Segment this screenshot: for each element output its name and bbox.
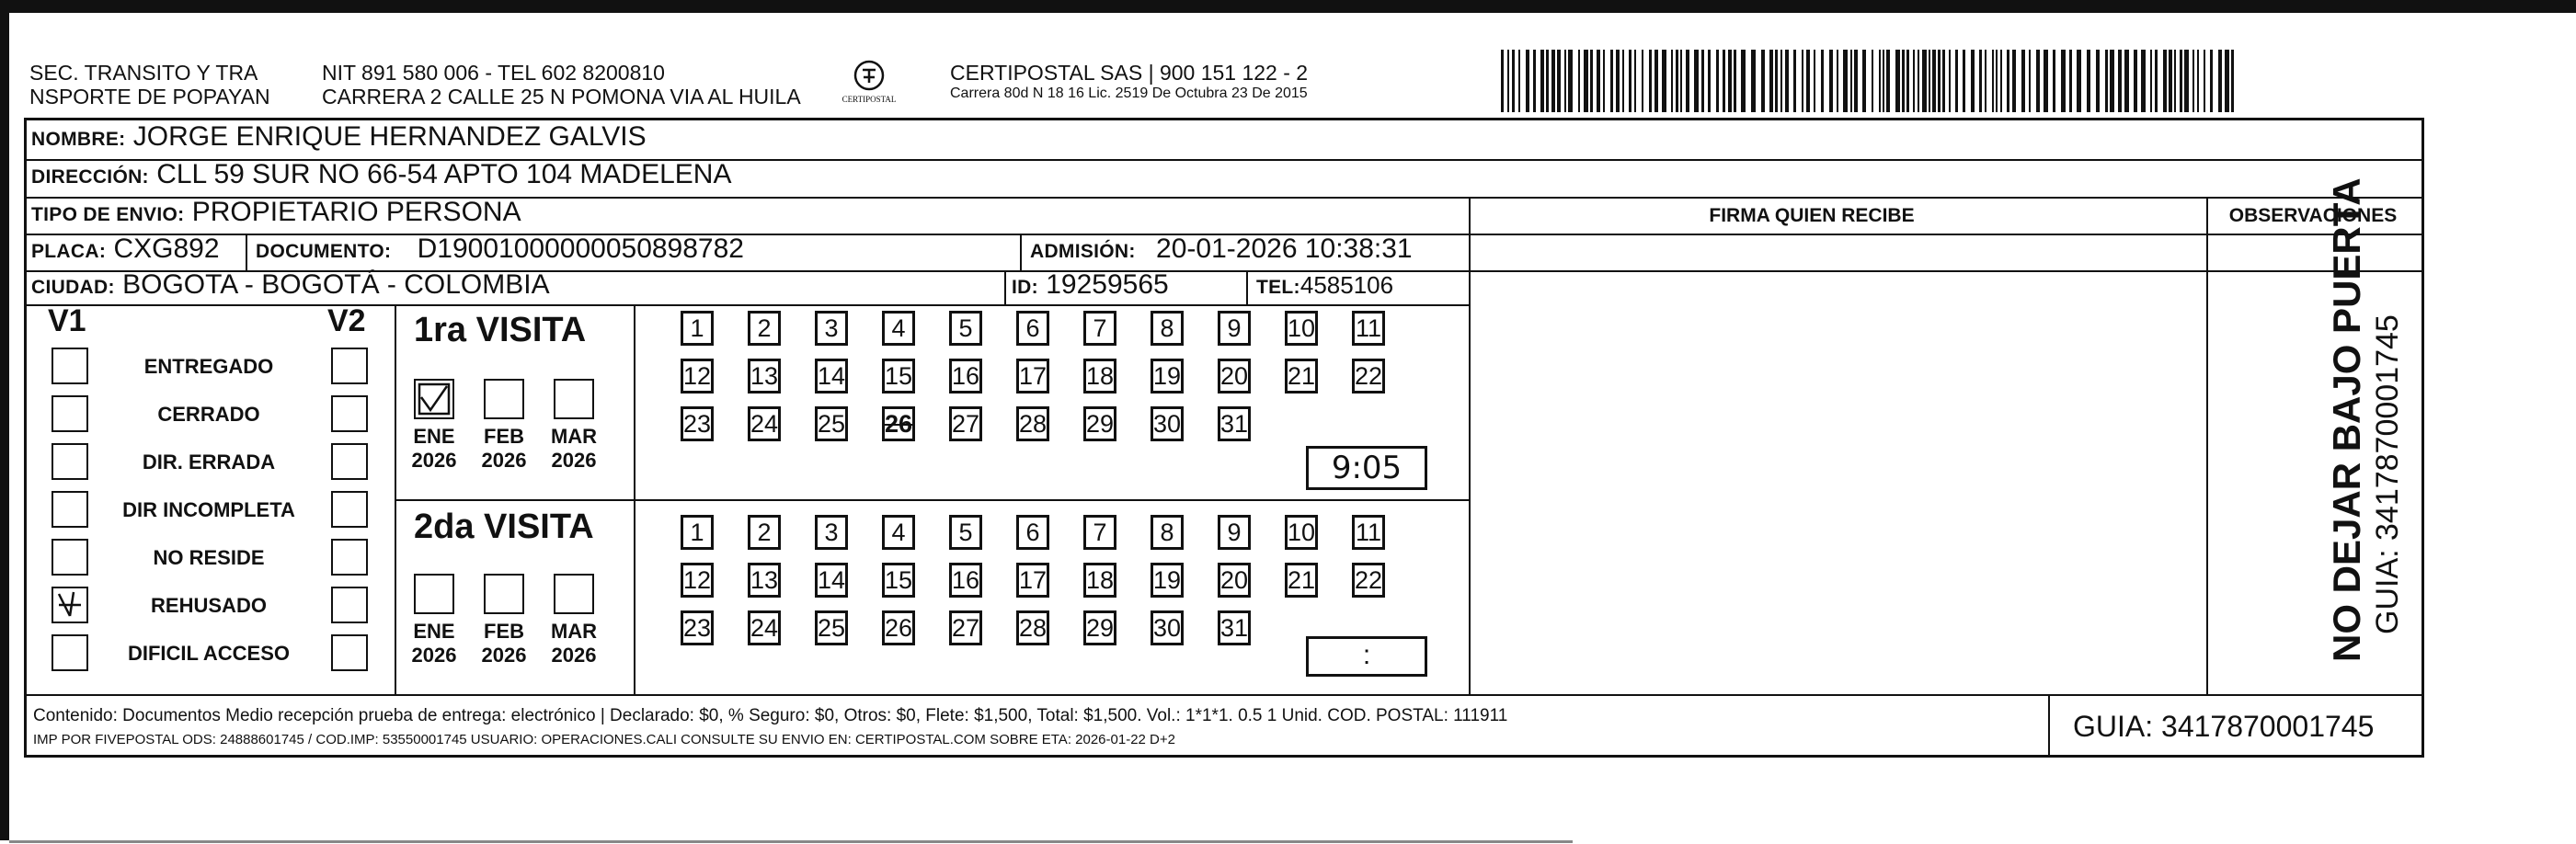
nombre-row	[31, 121, 647, 155]
v1-checkbox[interactable]	[52, 634, 88, 671]
status-label: DIR. ERRADA	[142, 451, 276, 473]
day-box[interactable]: 13	[748, 359, 781, 393]
v2-checkbox[interactable]	[331, 443, 368, 480]
day-box[interactable]: 15	[882, 563, 915, 598]
v1-checkbox[interactable]	[52, 587, 88, 623]
sender-block	[29, 61, 270, 108]
check-mark-icon	[416, 381, 452, 417]
month-label	[475, 620, 533, 667]
second-visit-title: 2da VISITA	[414, 508, 594, 546]
month-label	[405, 425, 464, 473]
day-box[interactable]: 17	[1016, 359, 1049, 393]
month-checkbox[interactable]	[414, 379, 454, 419]
v2-checkbox[interactable]	[331, 348, 368, 384]
v1-checkbox[interactable]	[52, 395, 88, 432]
documento-row	[256, 234, 744, 268]
day-box[interactable]: 1	[681, 311, 714, 346]
day-box[interactable]: 9	[1218, 515, 1251, 550]
month-year: 2026	[411, 449, 457, 472]
month-year: 2026	[551, 644, 597, 667]
day-box[interactable]: 11	[1352, 515, 1385, 550]
day-box[interactable]: 22	[1352, 359, 1385, 393]
status-label: DIFICIL ACCESO	[127, 642, 290, 665]
day-box[interactable]: 6	[1016, 311, 1049, 346]
documento-label: DOCUMENTO:	[256, 241, 392, 262]
id-label: ID:	[1012, 277, 1038, 298]
admision-value: 20-01-2026 10:38:31	[1156, 234, 1413, 264]
day-box[interactable]: 22	[1352, 563, 1385, 598]
placa-row	[31, 234, 220, 268]
v1-checkbox[interactable]	[52, 348, 88, 384]
tel-value: 4585106	[1299, 271, 1394, 299]
tipo-value: PROPIETARIO PERSONA	[191, 197, 521, 227]
nombre-value: JORGE ENRIQUE HERNANDEZ GALVIS	[132, 121, 647, 152]
day-box[interactable]: 23	[681, 610, 714, 645]
day-box[interactable]: 20	[1218, 359, 1251, 393]
v2-checkbox[interactable]	[331, 587, 368, 623]
day-box[interactable]: 10	[1285, 515, 1318, 550]
direccion-row	[31, 159, 731, 193]
v1-checkbox[interactable]	[52, 539, 88, 576]
month-name: ENE	[413, 425, 455, 448]
day-box[interactable]: 18	[1083, 563, 1116, 598]
status-label: ENTREGADO	[143, 355, 274, 378]
day-box[interactable]: 12	[681, 563, 714, 598]
day-box[interactable]: 12	[681, 359, 714, 393]
day-box[interactable]: 7	[1083, 311, 1116, 346]
day-box[interactable]: 10	[1285, 311, 1318, 346]
ciudad-label: CIUDAD:	[31, 277, 115, 298]
v2-checkbox[interactable]	[331, 539, 368, 576]
carrier-line2: Carrera 80d N 18 16 Lic. 2519 De Octubra 23 De 2015	[950, 86, 1308, 101]
check-mark-icon	[53, 588, 86, 622]
footer-content-line: Contenido: Documentos Medio recepción prueba de entrega: electrónico | Declarado: $0, % Seguro: $0, Otros: $0, Flete: $1,500, Total: $1,500. Vol.: 1*1*1. 0.5 1 Unid. COD. POSTAL: 111911	[33, 706, 1508, 725]
day-box[interactable]: 7	[1083, 515, 1116, 550]
status-label: DIR INCOMPLETA	[122, 498, 295, 521]
day-box[interactable]: 4	[882, 515, 915, 550]
day-box[interactable]: 8	[1151, 311, 1184, 346]
day-box[interactable]: 26	[882, 610, 915, 645]
guia-box: GUIA: 3417870001745	[2073, 710, 2375, 743]
day-box[interactable]: 15	[882, 359, 915, 393]
day-box[interactable]: 23	[681, 406, 714, 441]
month-name: FEB	[484, 620, 524, 643]
status-label: NO RESIDE	[153, 546, 265, 569]
day-box[interactable]: 14	[815, 563, 848, 598]
day-box[interactable]: 5	[949, 515, 982, 550]
day-box[interactable]: 29	[1083, 406, 1116, 441]
month-year: 2026	[481, 644, 527, 667]
sender-contact	[322, 61, 801, 108]
first-visit-time[interactable]: 9:05	[1306, 446, 1427, 490]
day-box[interactable]: 24	[748, 406, 781, 441]
bottom-cut-line	[9, 840, 1573, 843]
sender-line2: NSPORTE DE POPAYAN	[29, 85, 270, 108]
day-box[interactable]: 1	[681, 515, 714, 550]
month-checkbox[interactable]	[554, 574, 594, 614]
barcode	[1501, 50, 2237, 112]
day-box[interactable]: 27	[949, 610, 982, 645]
day-box[interactable]: 24	[748, 610, 781, 645]
id-row	[1012, 269, 1169, 303]
day-box[interactable]: 9	[1218, 311, 1251, 346]
v1-checkbox[interactable]	[52, 491, 88, 528]
day-box[interactable]: 25	[815, 406, 848, 441]
scan-top-edge	[0, 0, 2576, 13]
sender-line1: SEC. TRANSITO Y TRA	[29, 61, 258, 85]
day-box[interactable]: 29	[1083, 610, 1116, 645]
day-box[interactable]: 30	[1151, 610, 1184, 645]
side-guia-text: GUIA: 3417870001745	[2370, 314, 2405, 634]
day-box[interactable]: 2	[748, 515, 781, 550]
no-dejar-text: NO DEJAR BAJO PUERTA	[2325, 177, 2368, 662]
tel-row	[1256, 269, 1393, 303]
certipostal-logo	[835, 57, 903, 108]
day-box[interactable]: 26	[882, 406, 915, 441]
status-label: REHUSADO	[151, 594, 267, 617]
day-box[interactable]: 16	[949, 563, 982, 598]
ciudad-row	[31, 269, 550, 303]
day-box[interactable]: 8	[1151, 515, 1184, 550]
v2-header: V2	[327, 303, 366, 338]
day-box[interactable]: 21	[1285, 563, 1318, 598]
tipo-row	[31, 197, 521, 231]
placa-label: PLACA:	[31, 241, 107, 262]
month-checkbox[interactable]	[554, 379, 594, 419]
status-label: CERRADO	[157, 403, 260, 426]
nit-line: NIT 891 580 006 - TEL 602 8200810	[322, 61, 665, 85]
direccion-label: DIRECCIÓN:	[31, 166, 149, 188]
v2-checkbox[interactable]	[331, 395, 368, 432]
day-box[interactable]: 21	[1285, 359, 1318, 393]
day-box[interactable]: 6	[1016, 515, 1049, 550]
day-box[interactable]: 5	[949, 311, 982, 346]
address-line: CARRERA 2 CALLE 25 N POMONA VIA AL HUILA	[322, 85, 801, 108]
month-name: MAR	[550, 425, 598, 448]
day-box[interactable]: 2	[748, 311, 781, 346]
day-box[interactable]: 3	[815, 515, 848, 550]
side-notice	[2325, 147, 2406, 662]
day-box[interactable]: 31	[1218, 406, 1251, 441]
observaciones-label: OBSERVACIONES	[2228, 205, 2398, 226]
month-name: MAR	[550, 620, 598, 643]
day-box[interactable]: 30	[1151, 406, 1184, 441]
day-box[interactable]: 25	[815, 610, 848, 645]
carrier-block	[950, 61, 1308, 103]
day-box[interactable]: 19	[1151, 359, 1184, 393]
day-box[interactable]: 27	[949, 406, 982, 441]
nombre-label: NOMBRE:	[31, 129, 126, 150]
day-box[interactable]: 18	[1083, 359, 1116, 393]
day-box[interactable]: 20	[1218, 563, 1251, 598]
ciudad-value: BOGOTA - BOGOTÁ - COLOMBIA	[122, 269, 550, 300]
day-box[interactable]: 13	[748, 563, 781, 598]
month-checkbox[interactable]	[414, 574, 454, 614]
carrier-line1: CERTIPOSTAL SAS | 900 151 122 - 2	[950, 61, 1309, 85]
day-box[interactable]: 28	[1016, 610, 1049, 645]
month-year: 2026	[481, 449, 527, 472]
month-label	[475, 425, 533, 473]
month-year: 2026	[551, 449, 597, 472]
first-visit-title: 1ra VISITA	[414, 311, 587, 349]
documento-value: D19001000000050898782	[417, 234, 744, 264]
day-box[interactable]: 17	[1016, 563, 1049, 598]
month-name: ENE	[413, 620, 455, 643]
v2-checkbox[interactable]	[331, 634, 368, 671]
svg-text:CERTIPOSTAL: CERTIPOSTAL	[841, 95, 897, 104]
day-box[interactable]: 11	[1352, 311, 1385, 346]
month-name: FEB	[484, 425, 524, 448]
v1-header: V1	[48, 303, 86, 338]
admision-row	[1030, 234, 1413, 268]
month-label	[544, 425, 603, 473]
scan-left-edge	[0, 13, 9, 840]
month-checkbox[interactable]	[484, 379, 524, 419]
tel-label: TEL:	[1256, 277, 1300, 298]
day-box[interactable]: 28	[1016, 406, 1049, 441]
id-value: 19259565	[1046, 269, 1169, 300]
v1-checkbox[interactable]	[52, 443, 88, 480]
v2-checkbox[interactable]	[331, 491, 368, 528]
second-visit-time[interactable]: :	[1306, 636, 1427, 677]
month-year: 2026	[411, 644, 457, 667]
month-label	[544, 620, 603, 667]
firma-label: FIRMA QUIEN RECIBE	[1709, 205, 1915, 226]
tipo-label: TIPO DE ENVIO:	[31, 204, 185, 225]
day-box[interactable]: 4	[882, 311, 915, 346]
footer-print-line: IMP POR FIVEPOSTAL ODS: 24888601745 / COD.IMP: 53550001745 USUARIO: OPERACIONES.CALI CONSULTE SU ENVIO EN: CERTIPOSTAL.COM SOBRE ETA: 2026-01-22 D+2	[33, 732, 1175, 747]
month-label	[405, 620, 464, 667]
month-checkbox[interactable]	[484, 574, 524, 614]
direccion-value: CLL 59 SUR NO 66-54 APTO 104 MADELENA	[156, 159, 732, 189]
day-box[interactable]: 19	[1151, 563, 1184, 598]
admision-label: ADMISIÓN:	[1030, 241, 1136, 262]
day-box[interactable]: 16	[949, 359, 982, 393]
day-box[interactable]: 3	[815, 311, 848, 346]
day-box[interactable]: 14	[815, 359, 848, 393]
day-box[interactable]: 31	[1218, 610, 1251, 645]
placa-value: CXG892	[113, 234, 220, 264]
